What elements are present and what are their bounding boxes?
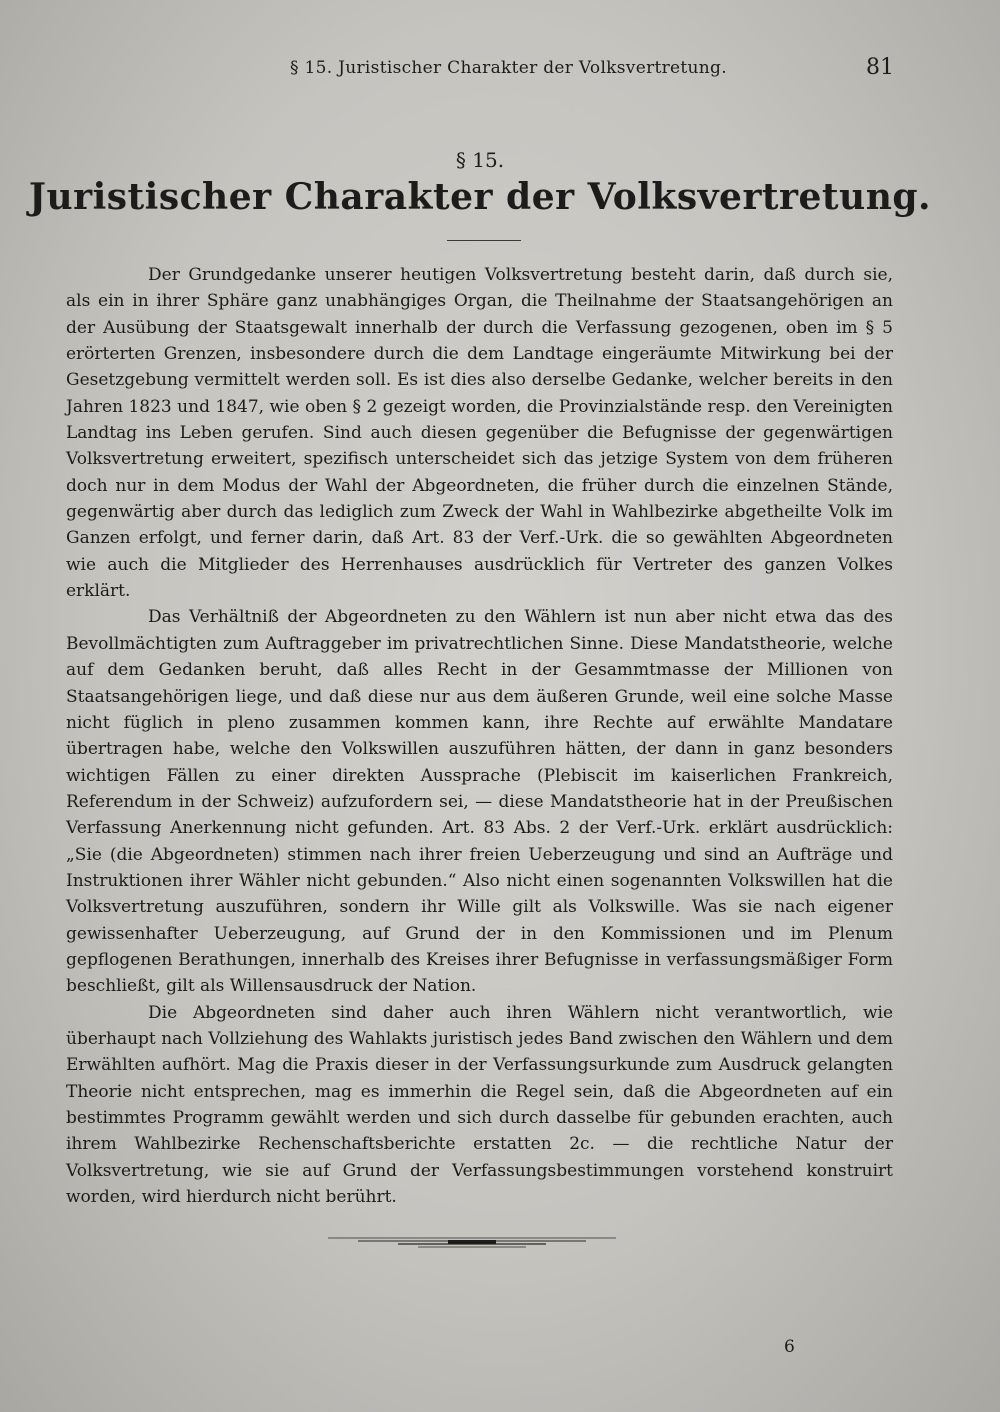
title-rule [447, 240, 521, 241]
paragraph-1: Der Grundgedanke unserer heutigen Volksvertretung besteht darin, daß durch sie, als ein in ihrer Sphäre ganz unabhängiges Organ, die Theilnahme der Staatsangehörigen an der Ausübung der Staatsgewalt innerhalb der durch die Verfassung gezogenen, oben im § 5 erörterten Grenzen, insbesondere durch die dem Landtage eingeräumte Mitwirkung bei der Gesetzgebung vermittelt werden soll. Es ist dies also derselbe Gedanke, welcher bereits in den Jahren 1823 und 1847, wie oben § 2 gezeigt worden, die Provinzialstände resp. den Vereinigten Landtag ins Leben gerufen. Sind auch diesen gegenüber die Befugnisse der gegenwärtigen Volksvertretung erweitert, spezifisch unterscheidet sich das jetzige System von dem früheren doch nur in dem Modus der Wahl der Abgeordneten, die früher durch die einzelnen Stände, gegenwärtig aber durch das lediglich zum Zweck der Wahl in Wahlbezirke abgetheilte Volk im Ganzen erfolgt, und ferner darin, daß Art. 83 der Verf.-Urk. die so gewählten Abgeordneten wie auch die Mitglieder des Herrenhauses ausdrücklich für Vertreter des ganzen Volkes erklärt. [66, 265, 893, 602]
signature-mark: 6 [784, 1337, 795, 1357]
page-number: 81 [866, 55, 894, 80]
running-head: § 15. Juristischer Charakter der Volksvertretung. [290, 58, 727, 78]
body-text [66, 262, 893, 1210]
paragraph-2: Das Verhältniß der Abgeordneten zu den Wählern ist nun aber nicht etwa das des Bevollmächtigten zum Auftraggeber im privatrechtlichen Sinne. Diese Mandatstheorie, welche auf dem Gedanken beruht, daß alles Recht in der Gesammtmasse der Millionen von Staatsangehörigen liege, und daß diese nur aus dem äußeren Grunde, weil eine solche Masse nicht füglich in pleno zusammen kommen kann, ihre Rechte auf erwählte Mandatare übertragen habe, welche den Volkswillen auszuführen hätten, der dann in ganz besonders wichtigen Fällen zu einer direkten Aussprache (Plebiscit im kaiserlichen Frankreich, Referendum in der Schweiz) aufzufordern sei, — diese Mandatstheorie hat in der Preußischen Verfassung Anerkennung nicht gefunden. Art. 83 Abs. 2 der Verf.-Urk. erklärt ausdrücklich: „Sie (die Abgeordneten) stimmen nach ihrer freien Ueberzeugung und sind an Aufträge und Instruktionen ihrer Wähler nicht gebunden.“ Also nicht einen sogenannten Volkswillen hat die Volksvertretung auszuführen, sondern ihr Wille gilt als Volkswille. Was sie nach eigener gewissenhafter Ueberzeugung, auf Grund der in den Kommissionen und im Plenum gepflogenen Berathungen, innerhalb des Kreises ihrer Befugnisse in verfassungsmäßiger Form beschließt, gilt als Willensausdruck der Nation. [66, 607, 893, 997]
paragraph-3: Die Abgeordneten sind daher auch ihren Wählern nicht verantwortlich, wie überhaupt nach Vollziehung des Wahlakts juristisch jedes Band zwischen den Wählern und dem Erwählten aufhört. Mag die Praxis dieser in der Verfassungsurkunde zum Ausdruck gelangten Theorie nicht entsprechen, mag es immerhin die Regel sein, daß die Abgeordneten auf ein bestimmtes Programm gewählt werden und sich durch dasselbe für gebunden erachten, auch ihrem Wahlbezirke Rechenschaftsberichte erstatten 2c. — die rechtliche Natur der Volksvertretung, wie sie auf Grund der Verfassungsbestimmungen vorstehend konstruirt worden, wird hierdurch nicht berührt. [66, 1002, 893, 1208]
end-ornament-rule [328, 1232, 616, 1252]
section-title: Juristischer Charakter der Volksvertretung. [28, 176, 932, 218]
section-number: § 15. [455, 148, 505, 172]
